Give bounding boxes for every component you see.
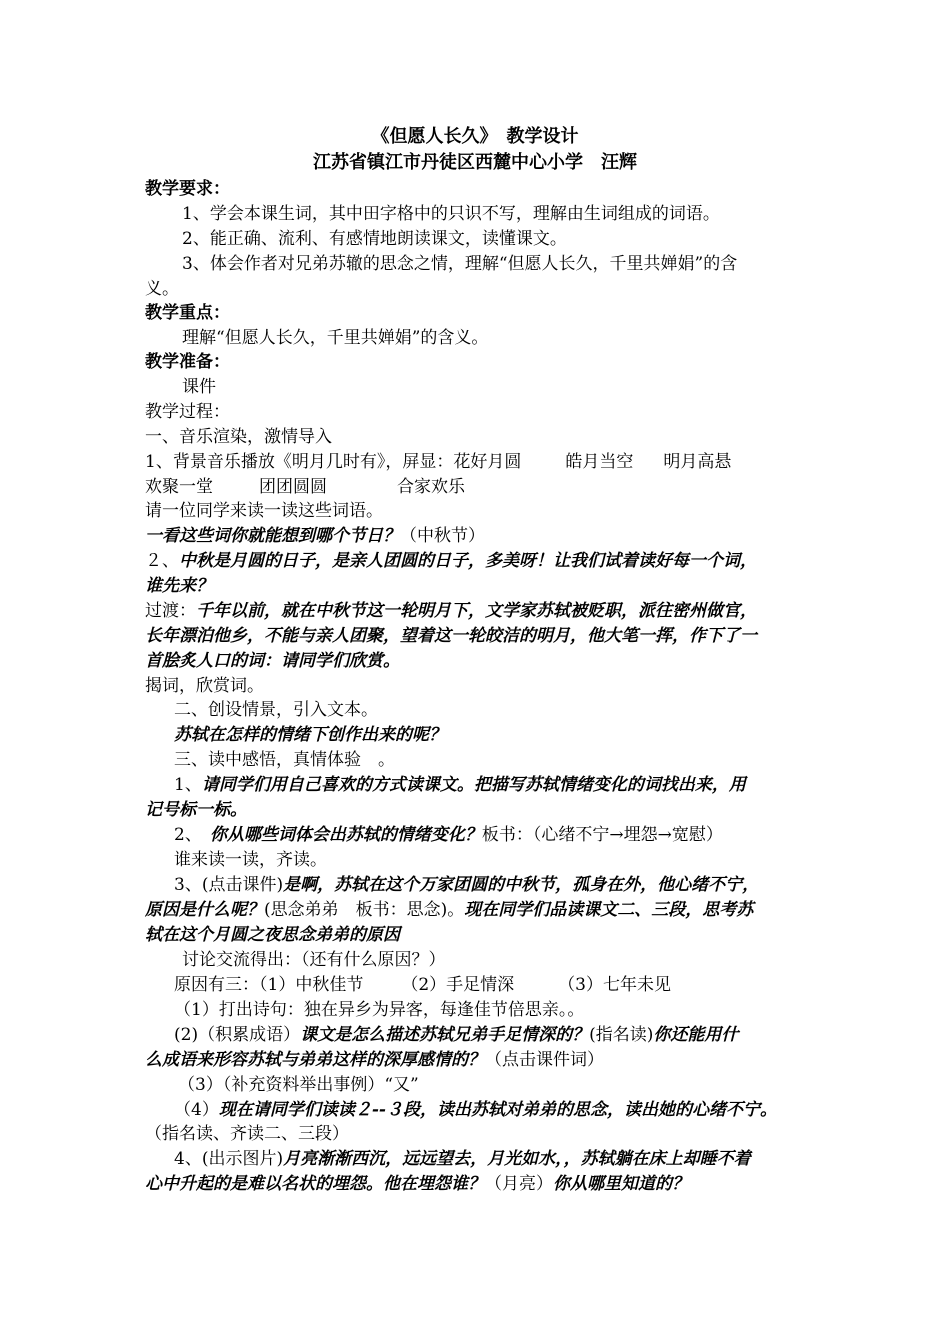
question-read-words-text: 中秋是月圆的日子，是亲人团圆的日子，多美呀！让我们试着读好每一个词， [179, 551, 757, 571]
section-2-question: 苏轼在怎样的情绪下创作出来的呢？ [174, 725, 446, 745]
step-3-text-3: 现在同学们品读课文二、三段，思考苏 [464, 900, 754, 920]
preparation-heading: 教学准备： [145, 352, 230, 372]
step-3-num: 3、(点击课件) [174, 875, 284, 895]
reason-2-tail: （点击课件词） [485, 1050, 604, 1070]
transition-label: 过渡： [145, 601, 196, 621]
requirement-2: 2、能正确、流利、有感情地朗读课文，读懂课文。 [182, 229, 567, 249]
process-heading: 教学过程： [145, 402, 230, 422]
step-1-line-2: 记号标一标。 [145, 800, 247, 820]
question-read-words [145, 549, 825, 573]
reason-2-question-b: 你还能用什 [653, 1025, 739, 1045]
reason-4-question: 现在请同学们读读２--３段，读出苏轼对弟弟的思念，读出她的心绪不宁。 [218, 1100, 777, 1120]
reason-3: （3）七年未见 [558, 975, 671, 995]
reason-2-line-2 [145, 1048, 825, 1072]
section-3-heading: 三、读中感悟，真情体验 。 [174, 750, 395, 770]
step-4-text-1: 月亮渐渐西沉，远远望去，月光如水，，苏轼躺在床上却睡不着 [283, 1149, 751, 1169]
reason-2-line-1 [174, 1023, 854, 1047]
step-4-num: 4、(出示图片) [174, 1149, 284, 1169]
reason-4-line-2: （指名读、齐读二、三段） [145, 1124, 349, 1144]
reason-1: 原因有三：（1）中秋佳节 [174, 975, 364, 995]
step-4-answer: （月亮） [485, 1174, 553, 1194]
step-2-num: 2、 [174, 825, 202, 845]
step-2-read: 谁来读一读，齐读。 [174, 850, 327, 870]
step-4-text-2: 心中升起的是难以名状的埋怨。他在埋怨谁？ [145, 1174, 485, 1194]
step-2-question: 你从哪些词体会出苏轼的情绪变化？ [209, 825, 482, 845]
step-4-line-1 [174, 1147, 854, 1171]
transition-line-3: 首脍炙人口的词：请同学们欣赏。 [145, 651, 400, 671]
question-festival [145, 524, 825, 548]
screen-text-lead: 1、背景音乐播放《明月几时有》，屏显：花好月圆 [145, 452, 522, 472]
phrase-mingyue: 明月高悬 [663, 452, 732, 472]
question-read-words-cont: 谁先来？ [145, 576, 213, 596]
reason-1-detail: （1）打出诗句：独在异乡为异客，每逢佳节倍思亲。。 [174, 1000, 585, 1020]
step-4-text-3: 你从哪里知道的？ [553, 1174, 689, 1194]
requirements-heading: 教学要求： [145, 179, 230, 199]
doc-title: 《但愿人长久》 教学设计 [371, 126, 579, 147]
reason-2-prefix: (2)（积累成语） [174, 1025, 301, 1045]
requirement-3-cont: 义。 [145, 279, 179, 299]
step-4-line-2 [145, 1172, 825, 1196]
reveal-poem: 揭词，欣赏词。 [145, 676, 264, 696]
phrase-haoyue: 皓月当空 [565, 452, 634, 472]
section-1-line-3: 请一位同学来读一读这些词语。 [145, 501, 383, 521]
reason-2-question-c: 么成语来形容苏轼与弟弟这样的深厚感情的？ [145, 1050, 485, 1070]
reason-2-mid: (指名读) [589, 1025, 654, 1045]
reason-4-line-1 [174, 1098, 854, 1122]
step-1-line-1 [174, 773, 854, 797]
requirement-1: 1、学会本课生词，其中田字格中的只识不写，理解由生词组成的词语。 [182, 204, 720, 224]
question-festival-answer: （中秋节） [400, 526, 485, 546]
requirement-3: 3、体会作者对兄弟苏辙的思念之情，理解“但愿人长久，千里共婵娟”的含 [182, 254, 738, 274]
doc-author: 江苏省镇江市丹徒区西麓中心小学 汪辉 [313, 152, 637, 173]
step-2-line [174, 823, 854, 847]
phrase-huanju: 欢聚一堂 [145, 477, 213, 497]
step-3-text-2: 原因是什么呢？ [145, 900, 264, 920]
step-3-line-3: 轼在这个月圆之夜思念弟弟的原因 [145, 925, 400, 945]
transition-text-1: 千年以前，就在中秋节这一轮明月下，文学家苏轼被贬职，派往密州做官， [196, 601, 757, 621]
step-3-line-2 [145, 898, 825, 922]
reason-2: （2）手足情深 [401, 975, 515, 995]
question-festival-text: 一看这些词你就能想到哪个节日？ [145, 526, 400, 546]
preparation-text: 课件 [182, 377, 216, 397]
step-1-num: 1、 [174, 775, 202, 795]
phrase-hejia: 合家欢乐 [397, 477, 465, 497]
section-1-line-2 [145, 475, 825, 499]
transition-line-2: 长年漂泊他乡，不能与亲人团聚，望着这一轮皎洁的明月，他大笔一挥，作下了一 [145, 626, 757, 646]
reason-2-question: 课文是怎么描述苏轼兄弟手足情深的？ [300, 1025, 590, 1045]
reason-4-prefix: （4） [174, 1100, 219, 1120]
step-2-board: 板书：（心绪不宁→埋怨→宽慰） [481, 825, 723, 845]
step-1-text: 请同学们用自己喜欢的方式读课文。把描写苏轼情绪变化的词找出来，用 [201, 775, 746, 795]
question-read-words-num: ２、 [145, 551, 179, 571]
transition-line-1 [145, 599, 825, 623]
step-3-board: (思念弟弟 板书：思念)。 [264, 900, 465, 920]
reasons-line [174, 973, 854, 997]
phrase-tuanyuan: 团团圆圆 [259, 477, 327, 497]
section-2-heading: 二、创设情景，引入文本。 [174, 700, 378, 720]
section-1-heading: 一、音乐渲染，激情导入 [145, 427, 332, 447]
discussion: 讨论交流得出：（还有什么原因？） [182, 950, 446, 970]
key-point-text: 理解“但愿人长久，千里共婵娟”的含义。 [182, 328, 489, 348]
key-point-heading: 教学重点： [145, 303, 230, 323]
step-3-text-1: 是啊，苏轼在这个万家团圆的中秋节，孤身在外，他心绪不宁， [283, 875, 760, 895]
reason-3-detail: （3）（补充资料举出事例）“又” [178, 1075, 419, 1095]
step-3-line-1 [174, 873, 854, 897]
section-1-line-1 [145, 450, 825, 474]
